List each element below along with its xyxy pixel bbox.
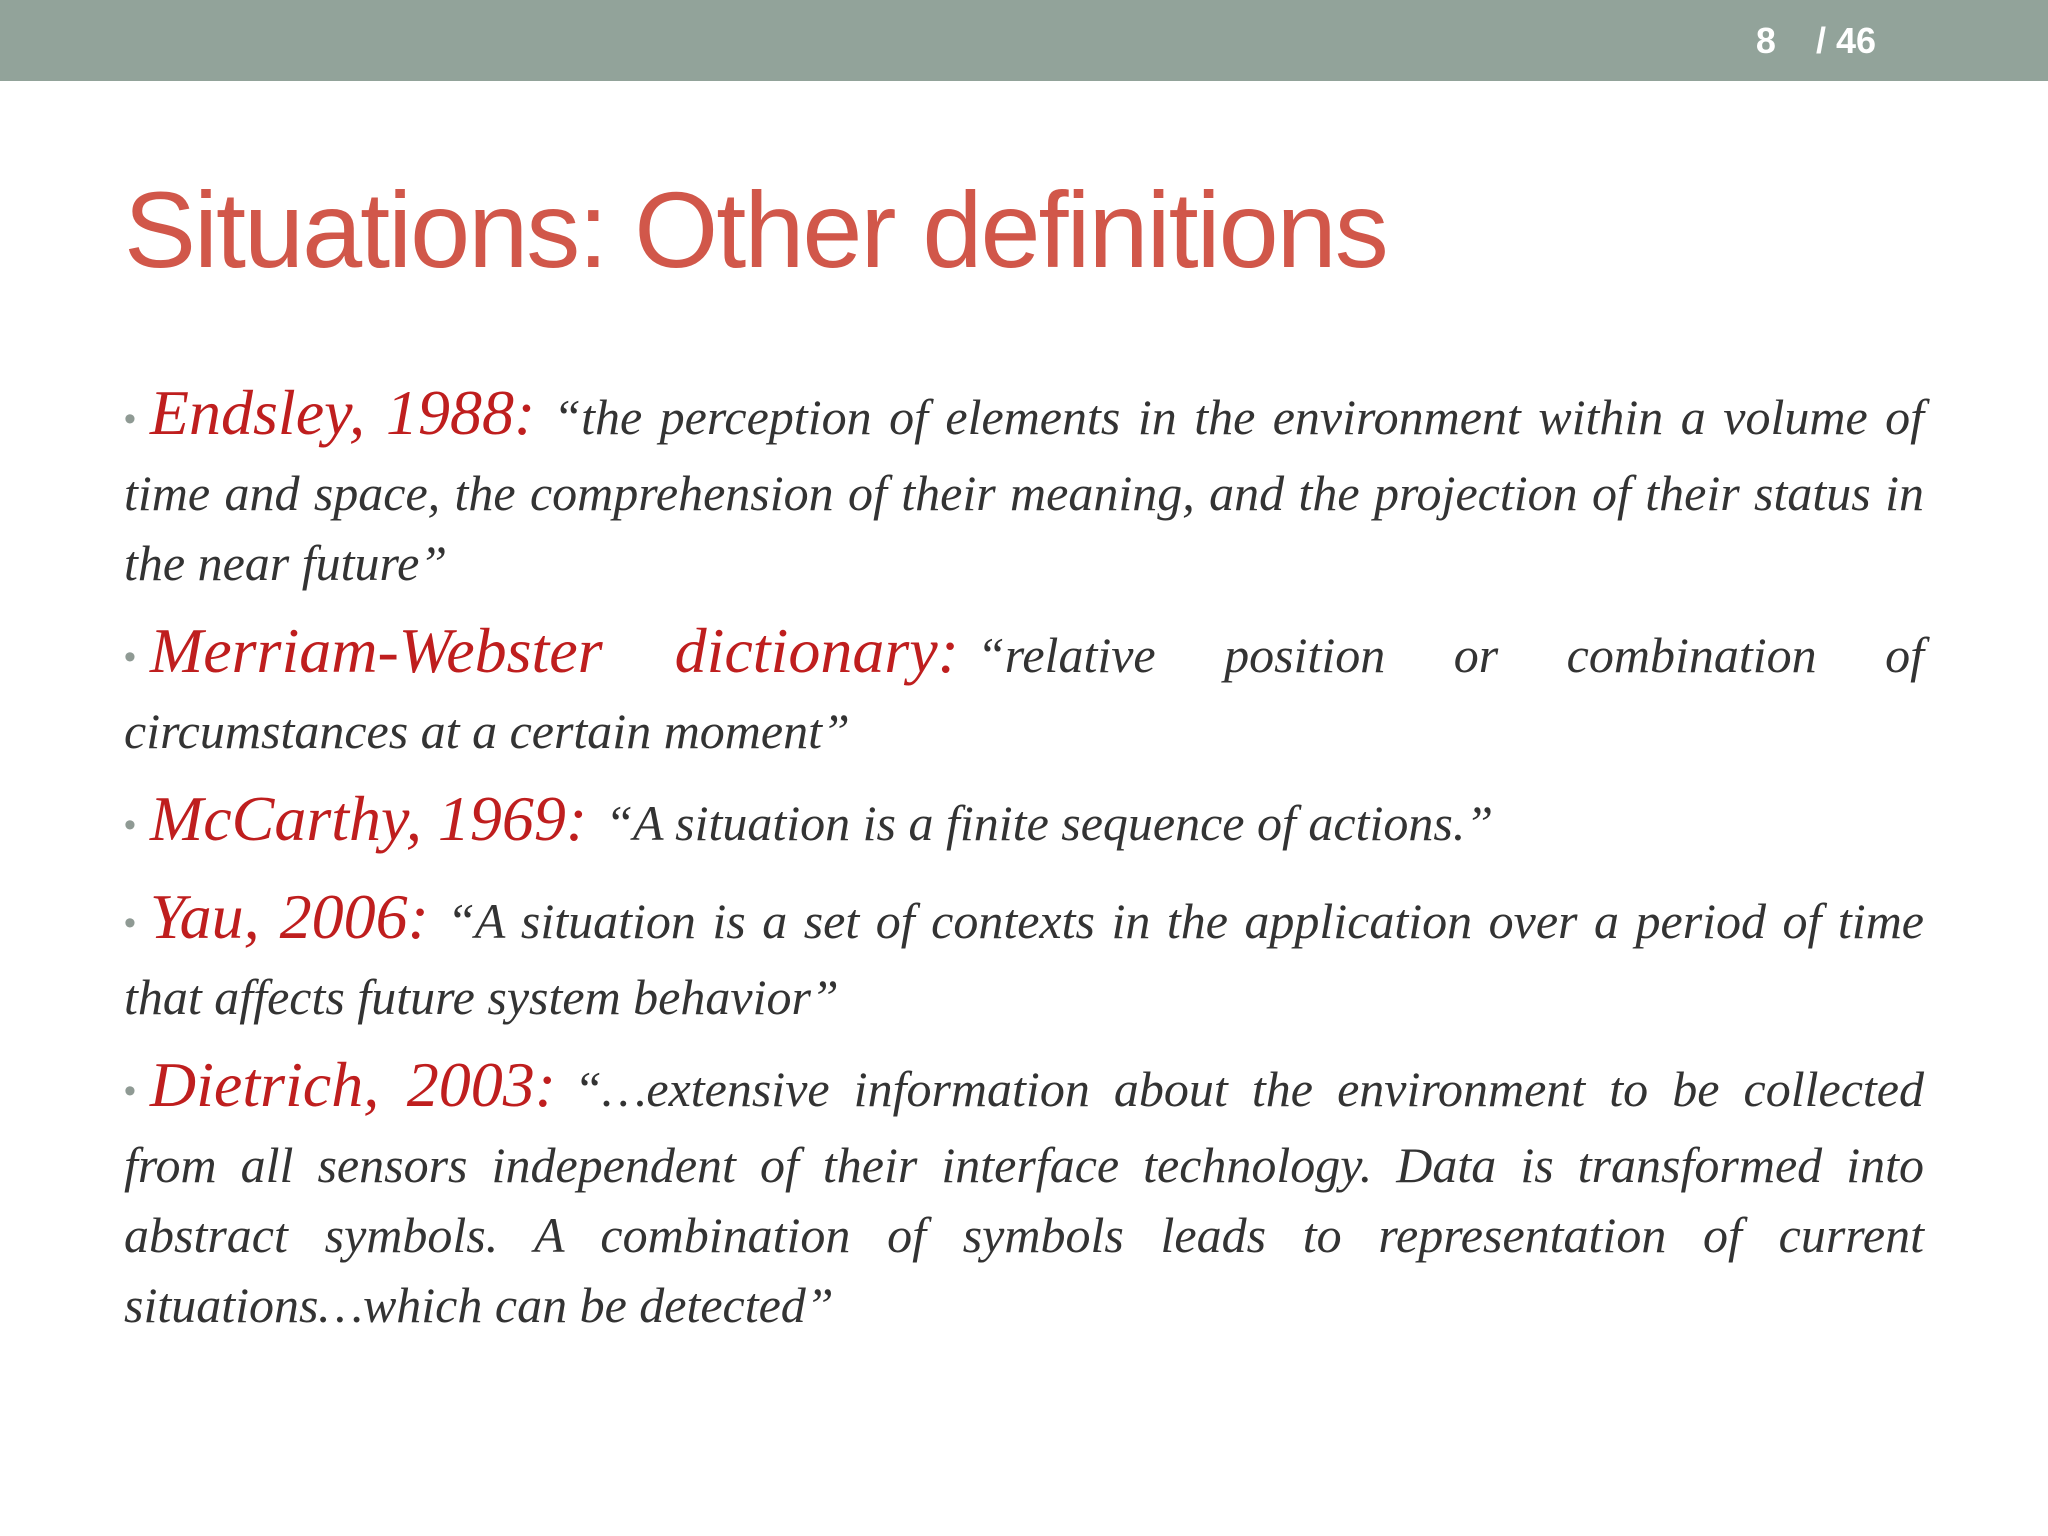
definition-source: Yau, 2006: bbox=[149, 881, 429, 952]
definition-source: McCarthy, 1969: bbox=[149, 783, 588, 854]
definition-text: “A situation is a set of contexts in the application over a period of time that affects future system behavior” bbox=[124, 893, 1925, 1025]
definition-item-merriam-webster bbox=[124, 616, 1924, 766]
definition-item-mccarthy bbox=[124, 784, 1924, 864]
bullet-icon: • bbox=[124, 904, 136, 942]
bullet-icon: • bbox=[124, 400, 136, 438]
bullet-icon: • bbox=[124, 1072, 136, 1110]
definition-text: “…extensive information about the environment to be collected from all sensors independent of their interface technology. Data is transformed into abstract symbols. A combination of symbols leads to representation of current situations…which can be detected” bbox=[124, 1061, 1924, 1333]
definition-text: “the perception of elements in the environment within a volume of time and space, the comprehension of their meaning, and the projection of their status in the near future” bbox=[124, 389, 1925, 591]
definition-item-dietrich bbox=[124, 1050, 1924, 1340]
current-page-number: 8 bbox=[1755, 20, 1776, 61]
header-bar bbox=[0, 0, 2048, 81]
definition-item-yau bbox=[124, 882, 1924, 1032]
definition-source: Endsley, 1988: bbox=[149, 377, 536, 448]
bullet-icon: • bbox=[124, 806, 136, 844]
definition-item-endsley bbox=[124, 378, 1924, 598]
definition-text: “relative position or combination of circumstances at a certain moment” bbox=[124, 627, 1924, 759]
total-pages: / 46 bbox=[1815, 20, 1876, 61]
page-counter bbox=[1755, 20, 1876, 61]
slide-title: Situations: Other definitions bbox=[124, 169, 1387, 290]
definition-source: Dietrich, 2003: bbox=[149, 1049, 557, 1120]
definition-text: “A situation is a finite sequence of actions.” bbox=[605, 795, 1494, 851]
definition-source: Merriam-Webster dictionary: bbox=[149, 615, 959, 686]
bullet-icon: • bbox=[124, 638, 136, 676]
definitions-list bbox=[124, 378, 1924, 1358]
